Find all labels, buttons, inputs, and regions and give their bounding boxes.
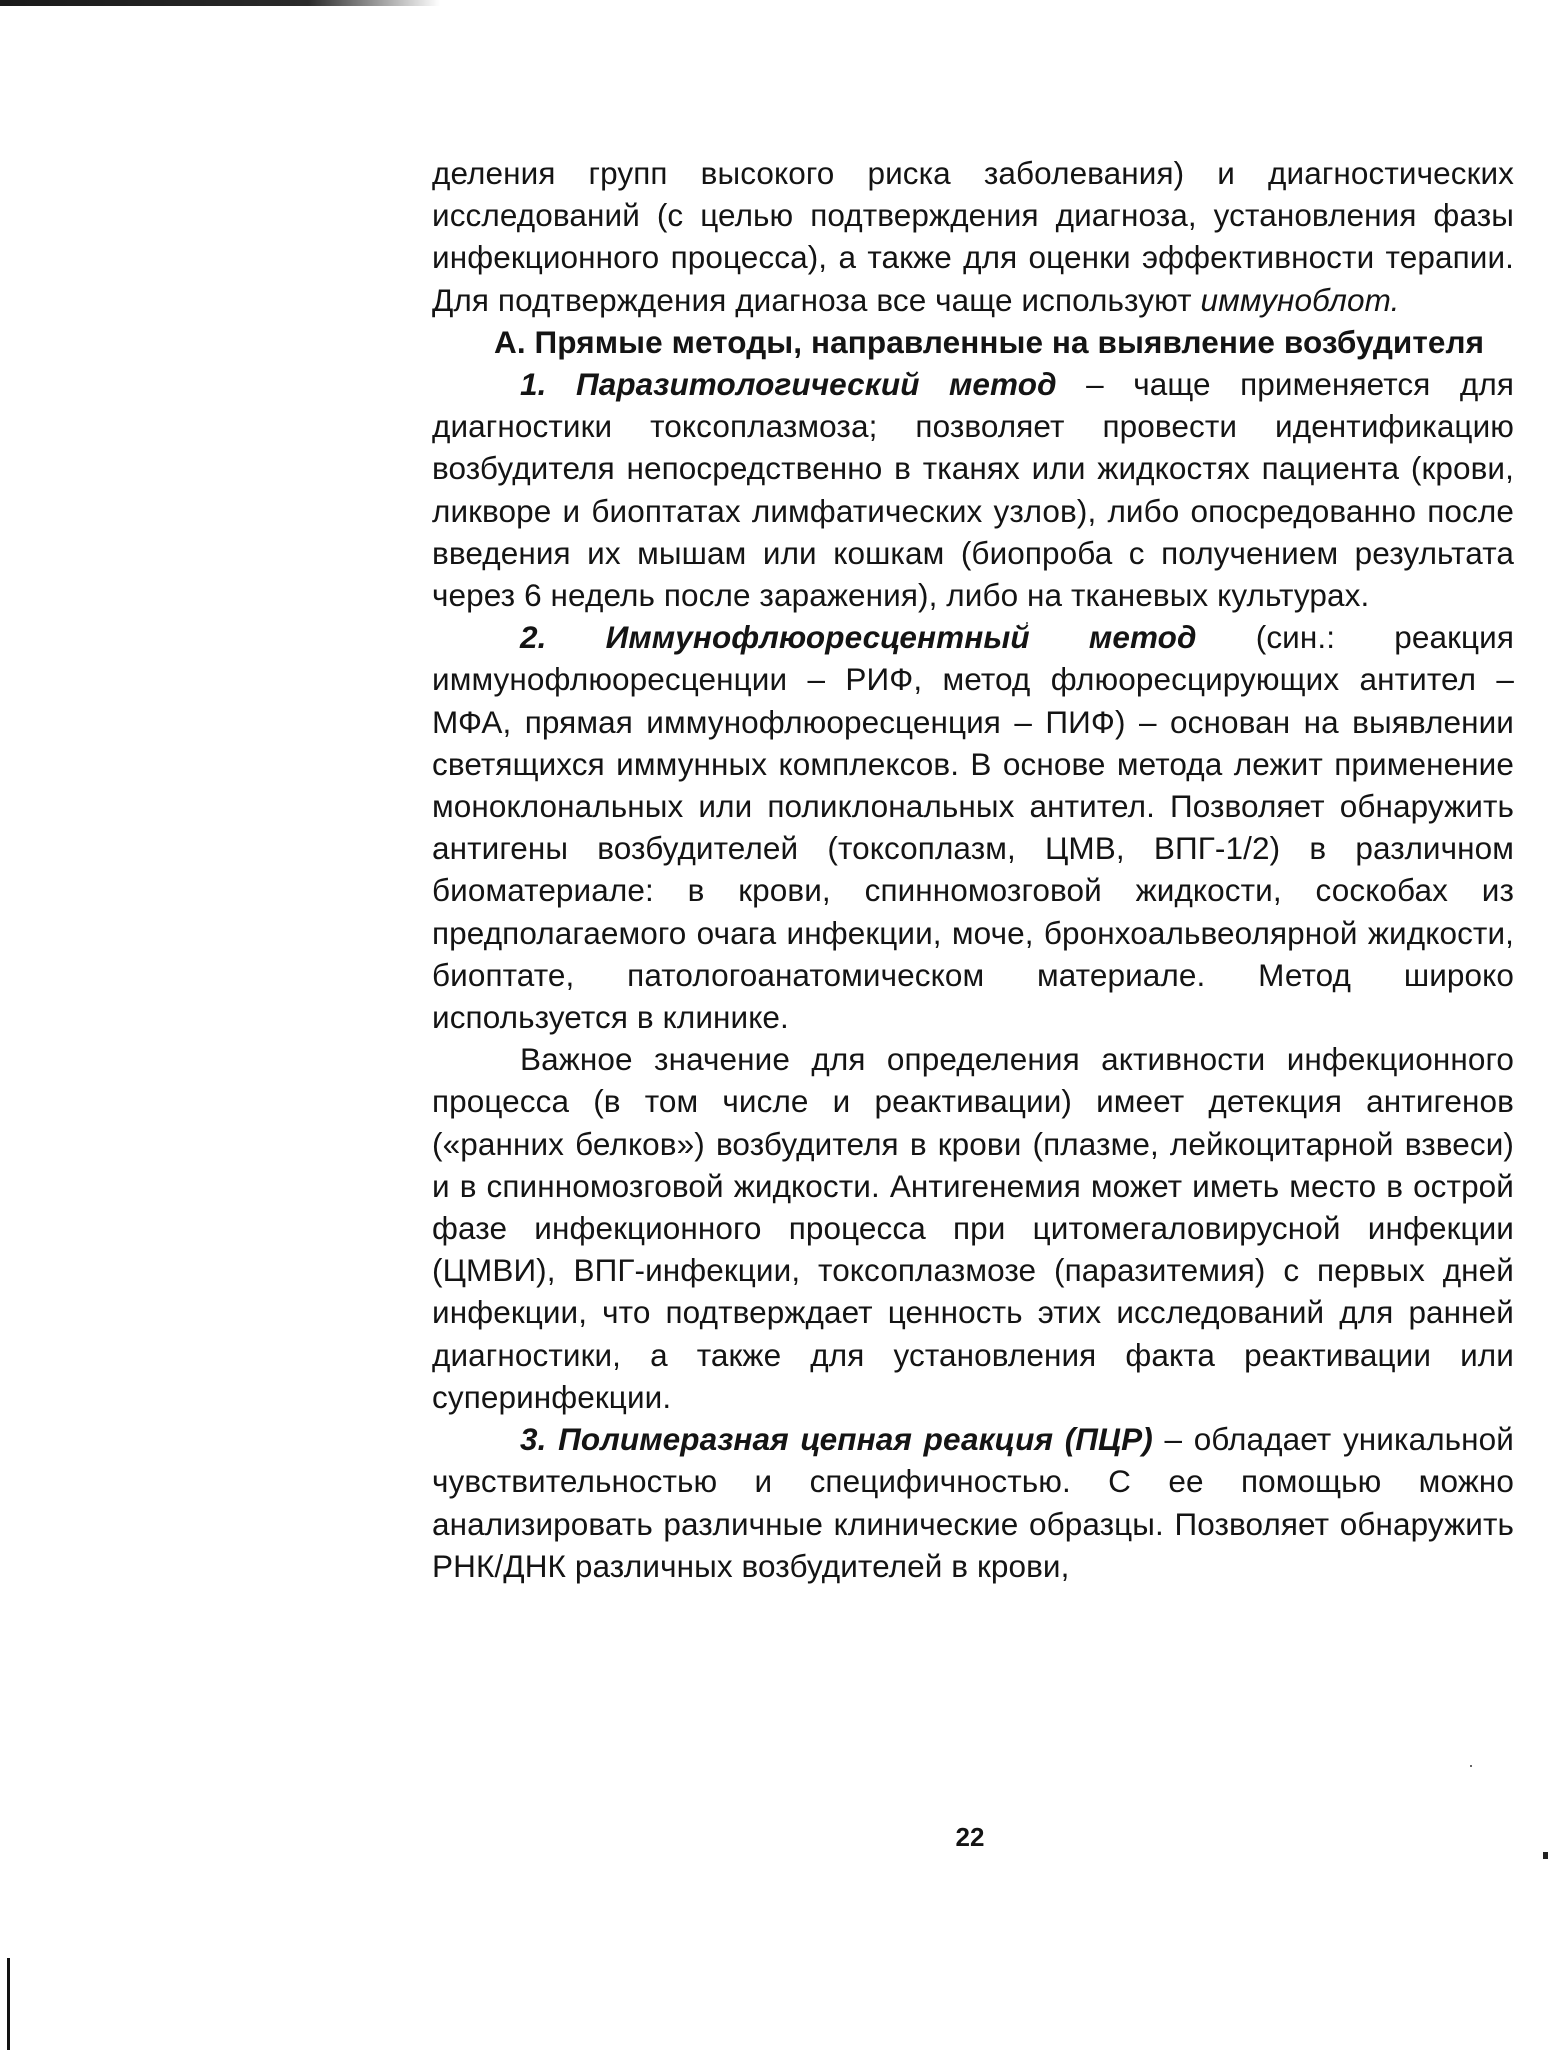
page-number: 22 xyxy=(955,1822,985,1852)
scan-speck xyxy=(1543,1852,1548,1859)
paragraph-text: – чаще применяется для диагностики токсоплазмоза; позволяет провести идентификацию возбудителя непосредственно в тканях или жидкостях пациента (крови, ликворе и биоптатах лимфатических узлов), либо опосредованно после введения их мышам или кошкам (биопроба с получением результата через 6 недель после заражения), либо на тканевых культурах. xyxy=(432,366,1514,614)
paragraph-text: (син.: реакция иммунофлюоресценции – РИФ, метод флюоресцирующих антител – МФА, прямая иммунофлюоресценция – ПИФ) – основан на выявлении светящихся иммунных комплексов. В основе метода лежит применение моноклональных или поликлональных антител. Позволяет обнаружить антигены возбудителей (токсоплазм, ЦМВ, ВПГ-1/2) в различном биоматериале: в крови, спинномозговой жидкости, соскобах из предполагаемого очага инфекции, моче, бронхоальвеолярной жидкости, биоптате, патологоанатомическом материале. Метод широко используется в клинике. xyxy=(432,619,1514,1036)
page-body xyxy=(432,152,1514,1587)
scan-edge-line xyxy=(0,0,440,6)
method-term: 3. Полимеразная цепная реакция (ПЦР) xyxy=(520,1421,1153,1458)
paragraph-continuation xyxy=(432,152,1514,321)
method-term: 1. Паразитологический метод xyxy=(520,366,1057,403)
paragraph-immunofluorescence xyxy=(432,616,1514,1038)
method-term: 2. Иммунофлюоресцентный метод xyxy=(520,619,1197,656)
paragraph-pcr xyxy=(432,1418,1514,1587)
paragraph-parasitological xyxy=(432,363,1514,616)
italic-term: иммуноблот. xyxy=(1200,281,1400,318)
scan-edge-mark xyxy=(7,1958,10,2050)
paragraph-antigen-detection: Важное значение для определения активности инфекционного процесса (в том числе и реактивации) имеет детекция антигенов («ранних белков») возбудителя в крови (плазме, лейкоцитарной взвеси) и в спинномозговой жидкости. Антигенемия может иметь место в острой фазе инфекционного процесса при цитомегаловирусной инфекции (ЦМВИ), ВПГ-инфекции, токсоплазмозе (паразитемия) с первых дней инфекции, что подтверждает ценность этих исследований для ранней диагностики, а также для установления факта реактивации или суперинфекции. xyxy=(432,1041,1514,1415)
paragraph-text: деления групп высокого риска заболевания) и диагностических исследований (с целью подтверждения диагноза, установления фазы инфекционного процесса), а также для оценки эффективности терапии. Для подтверждения диагноза все чаще используют xyxy=(432,155,1514,318)
paragraph-text: – обладает уникальной чувствительностью и специфичностью. С ее помощью можно анализировать различные клинические образцы. Позволяет обнаружить РНК/ДНК различных возбудителей в крови, xyxy=(432,1421,1514,1584)
scan-speck xyxy=(1470,1765,1472,1767)
section-heading: А. Прямые методы, направленные на выявление возбудителя xyxy=(494,323,1485,360)
